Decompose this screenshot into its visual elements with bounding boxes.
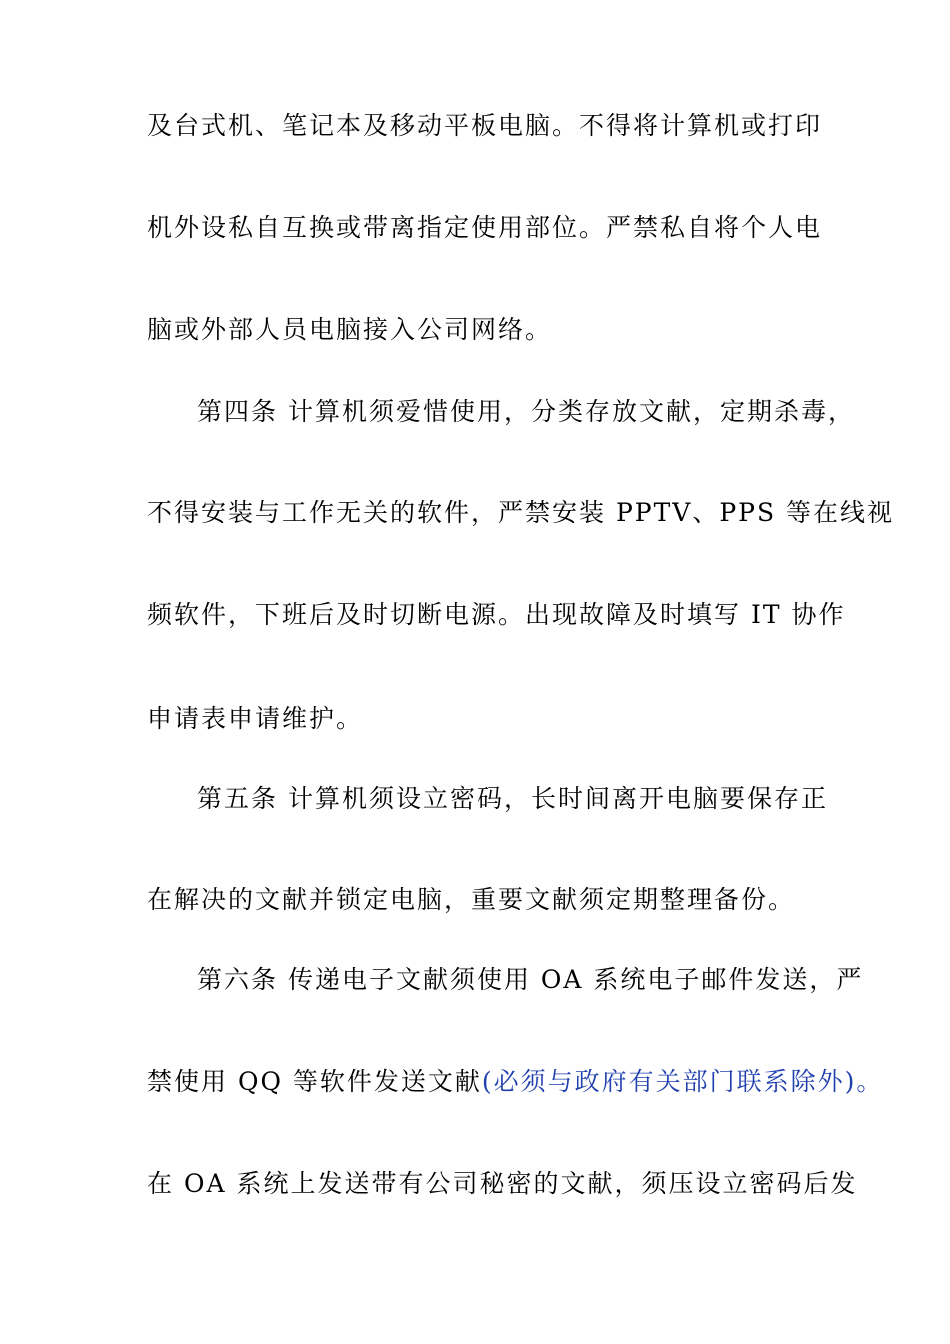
article-5-heading-line: 第五条 计算机须设立密码，长时间离开电脑要保存正 <box>197 784 828 813</box>
text-segment: 禁使用 QQ 等软件发送文献 <box>147 1067 482 1096</box>
text-line: 及台式机、笔记本及移动平板电脑。不得将计算机或打印 <box>147 111 823 140</box>
text-line: 频软件，下班后及时切断电源。出现故障及时填写 IT 协作 <box>147 600 846 629</box>
text-line-with-note <box>147 1066 884 1098</box>
article-6-heading-line: 第六条 传递电子文献须使用 OA 系统电子邮件发送，严 <box>197 965 864 994</box>
article-4-heading-line: 第四条 计算机须爱惜使用，分类存放文献，定期杀毒， <box>197 397 855 426</box>
text-line: 机外设私自互换或带离指定使用部位。严禁私自将个人电 <box>147 213 823 242</box>
text-line: 在 OA 系统上发送带有公司秘密的文献，须压设立密码后发 <box>147 1169 858 1198</box>
exception-note: (必须与政府有关部门联系除外)。 <box>481 1067 884 1096</box>
text-line: 脑或外部人员电脑接入公司网络。 <box>147 315 553 344</box>
text-line: 申请表申请维护。 <box>147 704 364 733</box>
text-line: 不得安装与工作无关的软件，严禁安装 PPTV、PPS 等在线视 <box>147 498 895 527</box>
text-line: 在解决的文献并锁定电脑，重要文献须定期整理备份。 <box>147 885 796 914</box>
